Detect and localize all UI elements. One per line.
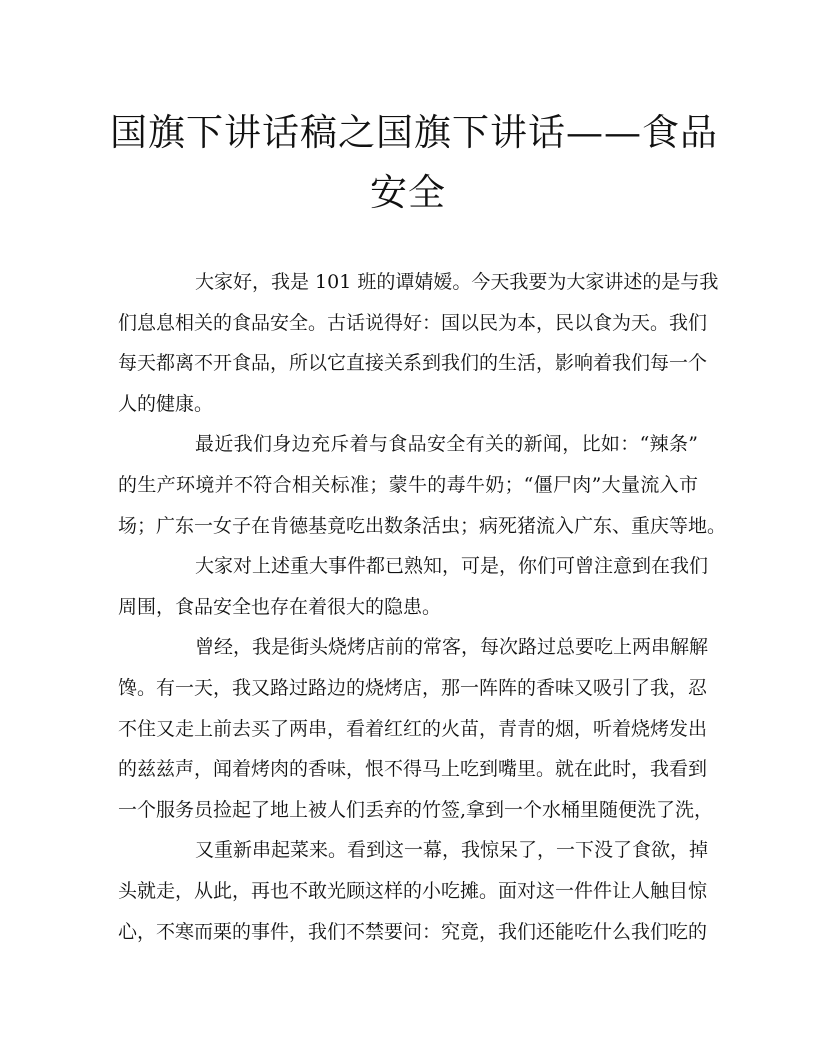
paragraph-line: 周围，食品安全也存在着很大的隐患。 — [118, 595, 442, 618]
paragraph-line: 最近我们身边充斥着与食品安全有关的新闻，比如：“辣条” — [195, 433, 698, 456]
paragraph-line: 不住又走上前去买了两串，看着红红的火苗，青青的烟，听着烧烤发出 — [118, 717, 708, 740]
paragraph-line: 又重新串起菜来。看到这一幕，我惊呆了，一下没了食欲，掉 — [195, 839, 709, 862]
title-line: 国旗下讲话稿之国旗下讲话——食品 — [110, 111, 718, 154]
paragraph-line: 的兹兹声，闻着烤肉的香味，恨不得马上吃到嘴里。就在此时，我看到 — [118, 758, 708, 781]
paragraph-line: 馋。有一天，我又路过路边的烧烤店，那一阵阵的香味又吸引了我，忍 — [118, 676, 708, 699]
paragraph-line: 大家好，我是 101 班的谭婧嫒。今天我要为大家讲述的是与我 — [195, 271, 719, 293]
paragraph-line: 场；广东一女子在肯德基竟吃出数条活虫；病死猪流入广东、重庆等地。 — [118, 514, 727, 537]
paragraph-line: 头就走，从此，再也不敢光顾这样的小吃摊。面对这一件件让人触目惊 — [118, 879, 708, 902]
title-line: 安全 — [370, 171, 446, 214]
document-title — [110, 103, 718, 223]
paragraph-line: 们息息相关的食品安全。古话说得好：国以民为本，民以食为天。我们 — [118, 311, 708, 334]
paragraph-line: 心，不寒而栗的事件，我们不禁要问：究竟，我们还能吃什么我们吃的 — [118, 920, 708, 943]
paragraph-line: 的生产环境并不符合相关标准；蒙牛的毒牛奶；“僵尸肉”大量流入市 — [118, 473, 698, 496]
paragraph-line: 一个服务员捡起了地上被人们丢弃的竹签,拿到一个水桶里随便洗了洗， — [118, 798, 714, 821]
paragraph-line: 大家对上述重大事件都已熟知，可是，你们可曾注意到在我们 — [195, 555, 709, 578]
paragraph-line: 每天都离不开食品，所以它直接关系到我们的生活，影响着我们每一个 — [118, 352, 708, 375]
paragraph-line: 人的健康。 — [118, 392, 214, 415]
paragraph-line: 曾经，我是街头烧烤店前的常客，每次路过总要吃上两串解解 — [195, 636, 709, 659]
document-body — [118, 262, 727, 952]
